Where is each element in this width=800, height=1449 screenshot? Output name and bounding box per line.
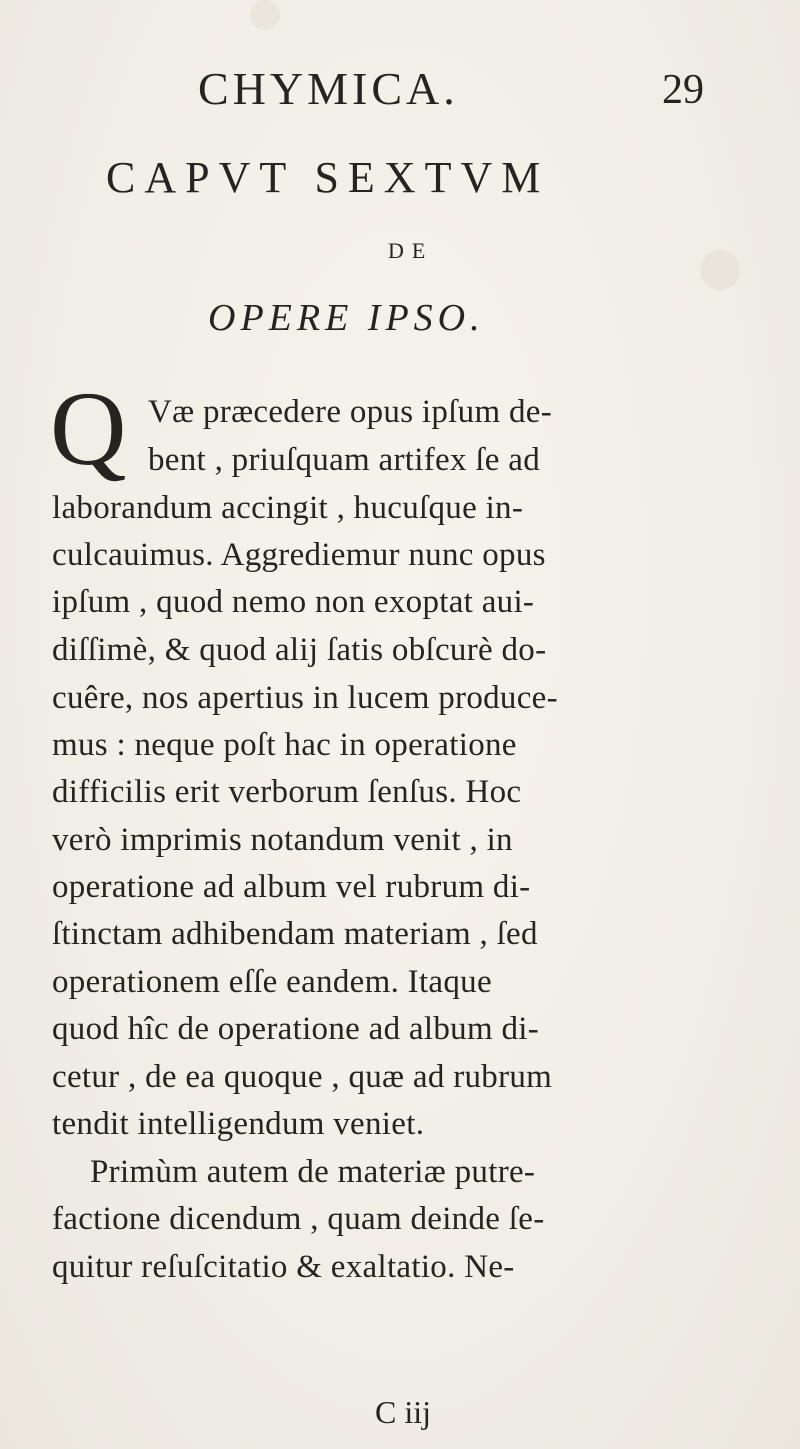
chapter-de: DE bbox=[388, 238, 434, 263]
body-line: mus : neque poſt hac in operatione bbox=[52, 727, 517, 763]
body-line: verò imprimis notandum venit , in bbox=[52, 822, 513, 858]
drop-cap: Q bbox=[50, 370, 127, 487]
body-line: difficilis erit verborum ſenſus. Hoc bbox=[52, 774, 522, 810]
body-line: diſſimè, & quod alij ſatis obſcurè do- bbox=[52, 632, 547, 668]
body-line: bent , priuſquam artifex ſe ad bbox=[148, 442, 541, 478]
body-line: operationem eſſe eandem. Itaque bbox=[52, 964, 492, 1000]
body-line: cuêre, nos apertius in lucem produce- bbox=[52, 680, 558, 716]
body-line: quod hîc de operatione ad album di- bbox=[52, 1011, 540, 1047]
body-line: Primùm autem de materiæ putre- bbox=[90, 1154, 536, 1190]
body-line: laborandum accingit , hucuſque in- bbox=[52, 490, 524, 526]
body-line: quitur reſuſcitatio & exaltatio. Ne- bbox=[52, 1249, 515, 1285]
body-line: Væ præcedere opus ipſum de- bbox=[148, 394, 553, 430]
running-head bbox=[0, 62, 800, 122]
chapter-heading: CAPVT SEXTVM bbox=[106, 153, 550, 202]
signature-mark: C iij bbox=[375, 1394, 432, 1430]
body-line: operatione ad album vel rubrum di- bbox=[52, 869, 531, 905]
body-line: culcauimus. Aggrediemur nunc opus bbox=[52, 537, 546, 573]
paper-stain bbox=[700, 250, 740, 290]
body-line: ſtinctam adhibendam materiam , ſed bbox=[52, 916, 538, 952]
paper-stain bbox=[250, 0, 280, 30]
body-line: cetur , de ea quoque , quæ ad rubrum bbox=[52, 1059, 553, 1095]
body-line: ipſum , quod nemo non exoptat aui- bbox=[52, 584, 535, 620]
chapter-subtitle: OPERE IPSO. bbox=[208, 297, 485, 339]
running-title: CHYMICA. bbox=[198, 63, 459, 114]
page-number: 29 bbox=[662, 67, 704, 113]
body-line: tendit intelligendum veniet. bbox=[52, 1106, 425, 1142]
body-line: factione dicendum , quam deinde ſe- bbox=[52, 1201, 545, 1237]
